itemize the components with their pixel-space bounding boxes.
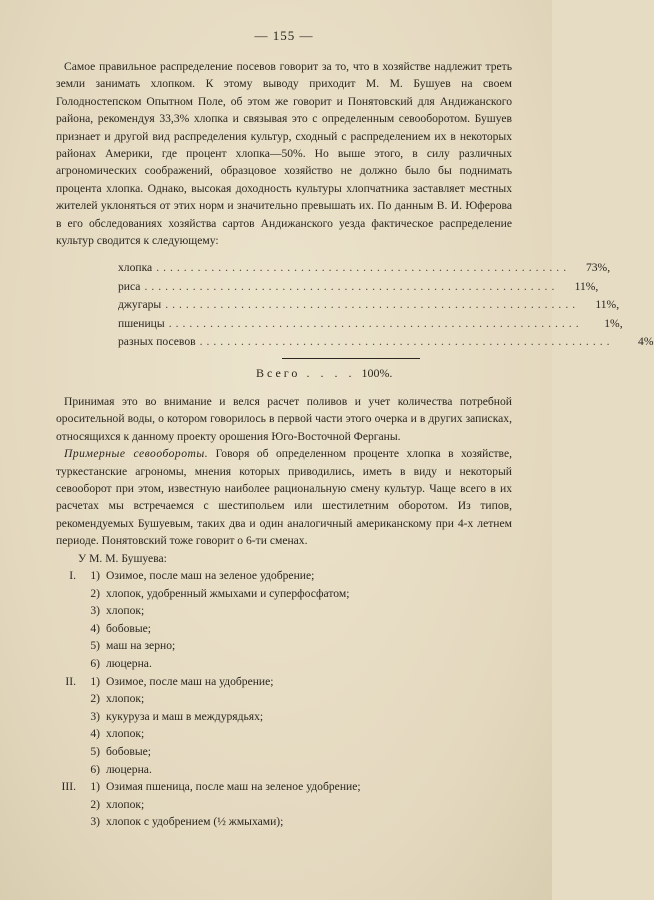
distribution-row xyxy=(118,296,620,315)
rotation-item xyxy=(56,567,512,585)
item-text: хлопок; xyxy=(106,604,145,618)
item-text: Озимое, после маш на удобрение; xyxy=(106,674,274,688)
rotation-group xyxy=(56,673,512,779)
crop-percent: 73%, xyxy=(585,261,611,275)
crop-name: разных посевов xyxy=(118,335,196,349)
paragraph-rotations-text: Говоря об определенном проценте хлопка в хозяйстве, туркестанские агрономы, мнения которых приводились, иметь в виду и некоторый севооборот при этом, известную наиболее рациональную смену культур. Чаще всего в их расчетах мы встречаемся с шестипольем или шестилетним оборотом. Из типов, рекомендуемых Бушуевым, таких два и один аналогичный американскому при 4-х летнем периоде. Понятовский тоже говорит о 6-ти сменах. xyxy=(56,447,512,548)
rotation-item xyxy=(56,585,512,603)
item-number: 1) xyxy=(90,569,100,583)
crop-name: риса xyxy=(118,279,141,293)
item-number: 1) xyxy=(90,674,100,688)
item-text: хлопок с удобрением (½ жмыхами); xyxy=(106,815,284,829)
page-number: — 155 — xyxy=(254,28,314,43)
rotation-number xyxy=(56,637,82,655)
rotation-item xyxy=(56,637,512,655)
item-number: 2) xyxy=(90,797,100,811)
rotation-number xyxy=(56,620,82,638)
item-number: 3) xyxy=(90,815,100,829)
rotation-number xyxy=(56,761,82,779)
item-number: 5) xyxy=(90,744,100,758)
distribution-row xyxy=(118,315,623,334)
item-text: хлопок; xyxy=(106,727,145,741)
leader-dots: ............................................................ xyxy=(168,316,583,330)
item-number: 3) xyxy=(90,604,100,618)
item-text: Озимое, после маш на зеленое удобрение; xyxy=(106,569,315,583)
leader-dots: ............................................................ xyxy=(144,279,559,293)
crop-percent: 1%, xyxy=(604,316,623,330)
total-value: 100%. xyxy=(361,365,393,380)
rotation-item xyxy=(56,761,512,779)
item-text: хлопок, удобренный жмыхами и суперфосфатом; xyxy=(106,586,350,600)
crop-distribution-table xyxy=(118,259,654,352)
item-text: хлопок; xyxy=(106,797,145,811)
rotation-list xyxy=(56,567,512,831)
rotation-number xyxy=(56,602,82,620)
rotation-number: I. xyxy=(69,569,76,583)
item-number: 2) xyxy=(90,586,100,600)
sum-rule xyxy=(282,358,420,359)
total-label: Всего xyxy=(256,365,301,380)
rotation-number xyxy=(56,585,82,603)
rotation-item xyxy=(56,725,512,743)
crop-percent: 4% xyxy=(638,335,654,349)
distribution-row xyxy=(118,333,654,352)
item-number: 4) xyxy=(90,621,100,635)
rotation-number: III. xyxy=(61,780,76,794)
total-row xyxy=(256,363,512,383)
rotation-number xyxy=(56,743,82,761)
rotation-item xyxy=(56,602,512,620)
section-title: Примерные севообороты. xyxy=(64,447,209,461)
paragraph-rotations xyxy=(56,445,512,549)
crop-name: хлопка xyxy=(118,261,153,275)
rotation-group xyxy=(56,778,512,831)
item-number: 1) xyxy=(90,780,100,794)
crop-percent: 11%, xyxy=(595,298,620,312)
rotation-item xyxy=(56,778,512,796)
leader-dots: ............................................................ xyxy=(165,298,580,312)
item-number: 2) xyxy=(90,692,100,706)
item-text: бобовые; xyxy=(106,744,152,758)
crop-name: пшеницы xyxy=(118,316,165,330)
rotation-number xyxy=(56,690,82,708)
rotation-item xyxy=(56,673,512,691)
total-dots: . . . . xyxy=(306,365,356,380)
leader-dots: ............................................................ xyxy=(156,261,571,275)
rotation-number: II. xyxy=(65,674,76,688)
item-text: бобовые; xyxy=(106,621,152,635)
item-text: люцерна. xyxy=(106,657,152,670)
rotation-item xyxy=(56,620,512,638)
rotation-number xyxy=(56,813,82,831)
crop-name: джугары xyxy=(118,298,162,312)
rotation-group xyxy=(56,567,512,673)
rotation-item xyxy=(56,743,512,761)
paragraph-irrigation-calc: Принимая это во внимание и велся расчет поливов и учет количества потребной оросительной воды, о котором говорилось в первой части этого очерка и в других записках, относящихся к данному проекту орошения Юго-Восточной Ферганы. xyxy=(56,394,512,443)
item-number: 5) xyxy=(90,639,100,653)
rotation-number xyxy=(56,708,82,726)
crop-percent: 11%, xyxy=(574,279,599,293)
leader-dots: ............................................................ xyxy=(199,335,614,349)
distribution-row xyxy=(118,278,599,297)
item-text: люцерна. xyxy=(106,762,152,776)
item-number: 3) xyxy=(90,709,100,723)
distribution-row xyxy=(118,259,611,278)
item-text: маш на зерно; xyxy=(106,639,176,653)
rotation-item xyxy=(56,708,512,726)
item-number: 6) xyxy=(90,762,100,776)
rotation-number xyxy=(56,725,82,743)
rotation-item xyxy=(56,796,512,814)
rotation-item xyxy=(56,813,512,831)
rotation-item xyxy=(56,655,512,673)
rotation-number xyxy=(56,796,82,814)
list-heading: У М. М. Бушуева: xyxy=(78,551,167,565)
item-text: хлопок; xyxy=(106,692,145,706)
item-number: 4) xyxy=(90,727,100,741)
rotation-item xyxy=(56,690,512,708)
item-text: кукуруза и маш в междурядьях; xyxy=(106,709,264,723)
item-text: Озимая пшеница, после маш на зеленое удобрение; xyxy=(106,780,361,794)
rotation-number xyxy=(56,655,82,673)
paragraph-crop-distribution: Самое правильное распределение посевов говорит за то, что в хозяйстве надлежит треть земли занимать хлопком. К этому выводу приходит М. М. Бушуев на своем Голодностепском Опытном Поле, об этом же говорит и Понятовский для Андижанского района, рекомендуя 33,3% хлопка и связывая это с определенным севооборотом. Бушуев признает и другой вид распределения культур, сходный с распределением их в некоторых районах Америки, где процент хлопка—50%. Но выше этого, в силу различных агрономических соображений, образцовое хозяйство не должно было бы поднимать процента хлопка. Однако, высокая доходность культуры хлопчатника заставляет местных жителей уклоняться от этих норм и значительно превышать их. По данным В. И. Юферова в его обследованиях хозяйства сартов Андижанского уезда фактическое распределение культур сводится к следующему: xyxy=(56,60,512,248)
item-number: 6) xyxy=(90,657,100,670)
